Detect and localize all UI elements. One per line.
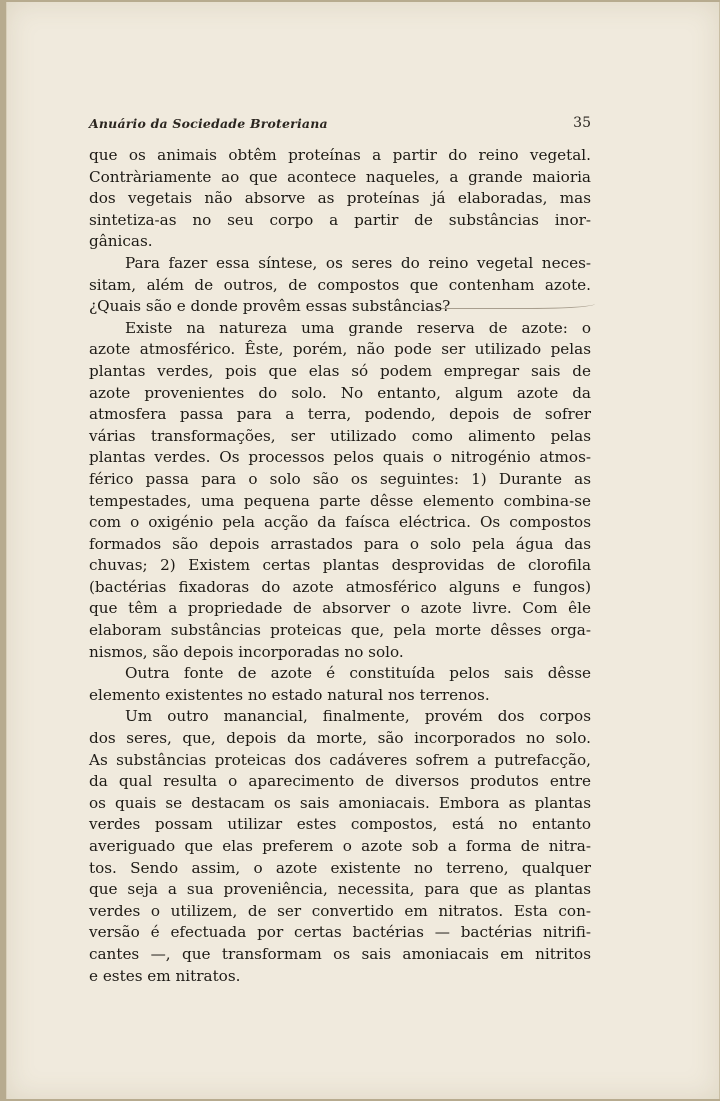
text-line: azote provenientes do solo. No entanto, algum azote da: [89, 383, 591, 402]
text-line: As substâncias proteicas dos cadáveres sofrem a putrefacção,: [89, 750, 591, 769]
text-line: plantas verdes. Os processos pelos quais o nitrogénio atmos-: [89, 448, 591, 467]
text-line: Um outro manancial, finalmente, provém dos corpos: [125, 707, 591, 726]
text-line: sintetiza-as no seu corpo a partir de substâncias inor-: [89, 210, 591, 229]
text-line: verdes possam utilizar estes compostos, está no entanto: [89, 815, 591, 834]
text-line: ¿Quais são e donde provêm essas substâncias?: [89, 297, 451, 316]
text-line: averiguado que elas preferem o azote sob a forma de nitra-: [89, 837, 591, 855]
text-line: com o oxigénio pela acção da faísca eléctrica. Os compostos: [89, 513, 591, 532]
text-line: que os animais obtêm proteínas a partir do reino vegetal.: [89, 146, 591, 164]
text-line: Existe na natureza uma grande reserva de azote: o: [125, 318, 591, 337]
text-line: formados são depois arrastados para o solo pela água das: [89, 534, 591, 553]
text-line: cantes —, que transformam os sais amoniacais em nitritos: [89, 944, 591, 963]
text-line: plantas verdes, pois que elas só podem empregar sais de: [89, 361, 591, 380]
text-line: chuvas; 2) Existem certas plantas desprovidas de clorofila: [89, 556, 591, 575]
text-line: que seja a sua proveniência, necessita, para que as plantas: [89, 880, 591, 899]
journal-title: Anuário da Sociedade Broteriana: [89, 116, 328, 131]
text-line: azote atmosférico. Êste, porém, não pode ser utilizado pelas: [89, 340, 591, 359]
text-line: versão é efectuada por certas bactérias — bactérias nitrifi-: [89, 923, 591, 942]
text-line: da qual resulta o aparecimento de diversos produtos entre: [89, 772, 591, 791]
text-line: dos vegetais não absorve as proteínas já elaboradas, mas: [89, 189, 591, 208]
text-line: sitam, além de outros, de compostos que contenham azote.: [89, 275, 591, 294]
text-line: dos seres, que, depois da morte, são incorporados no solo.: [89, 729, 591, 748]
text-line: atmosfera passa para a terra, podendo, depois de sofrer: [89, 405, 591, 424]
text-line: os quais se destacam os sais amoniacais. Embora as plantas: [89, 793, 591, 812]
text-line: verdes o utilizem, de ser convertido em nitratos. Esta con-: [89, 901, 591, 920]
text-line: Para fazer essa síntese, os seres do reino vegetal neces-: [125, 253, 591, 272]
text-line: gânicas.: [89, 232, 153, 251]
text-line: tos. Sendo assim, o azote existente no terreno, qualquer: [89, 858, 591, 877]
text-line: Outra fonte de azote é constituída pelos sais dêsse: [125, 664, 591, 683]
running-header: [89, 116, 591, 136]
body-text: [89, 145, 591, 987]
page-number: 35: [573, 115, 591, 131]
text-line: férico passa para o solo são os seguintes: 1) Durante as: [89, 469, 591, 488]
text-line: e estes em nitratos.: [89, 966, 241, 985]
text-line: várias transformações, ser utilizado como alimento pelas: [89, 426, 591, 445]
text-line: que têm a propriedade de absorver o azote livre. Com êle: [89, 599, 591, 618]
text-line: Contràriamente ao que acontece naqueles, a grande maioria: [89, 167, 591, 186]
text-line: nismos, são depois incorporadas no solo.: [89, 642, 404, 661]
text-line: elaboram substâncias proteicas que, pela morte dêsses orga-: [89, 621, 591, 640]
text-line: tempestades, uma pequena parte dêsse elemento combina-se: [89, 491, 591, 510]
text-line: (bactérias fixadoras do azote atmosférico alguns e fungos): [89, 577, 591, 596]
text-line: elemento existentes no estado natural nos terrenos.: [89, 685, 490, 704]
book-page: [6, 2, 720, 1099]
